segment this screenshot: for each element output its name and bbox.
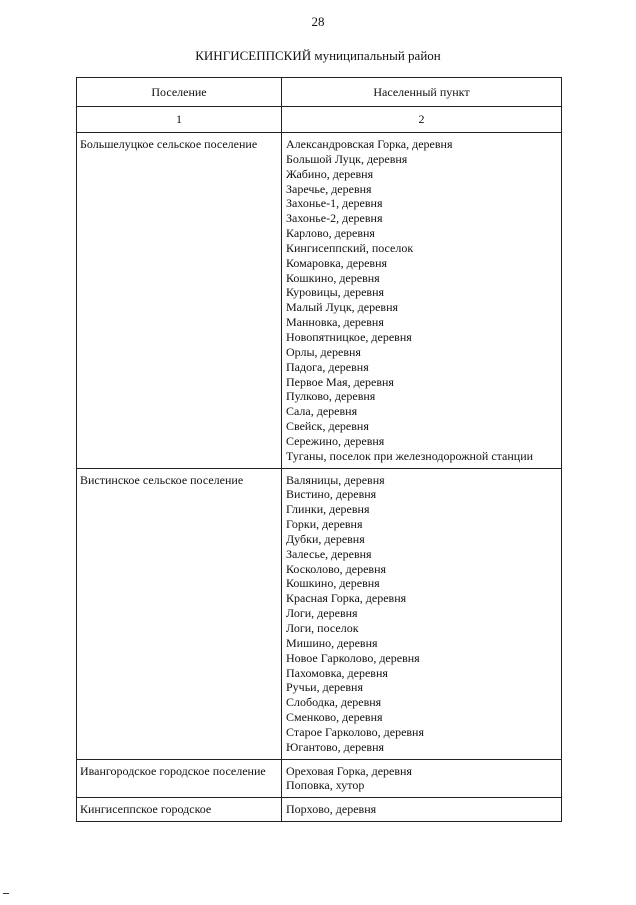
- locality-list: [282, 468, 562, 759]
- settlement-name: Кингисеппское городское: [77, 798, 282, 822]
- locality-item: Кошкино, деревня: [286, 576, 380, 591]
- locality-item: Логи, деревня: [286, 606, 358, 621]
- locality-item: Новопятницкое, деревня: [286, 329, 412, 344]
- header-locality: Населенный пункт: [282, 78, 562, 107]
- table-row: [77, 798, 562, 822]
- locality-item: Карлово, деревня: [286, 226, 375, 241]
- locality-item: Пулково, деревня: [286, 389, 376, 404]
- settlement-name: Ивангородское городское поселение: [77, 759, 282, 798]
- locality-item: Манновка, деревня: [286, 315, 384, 330]
- locality-item: Порхово, деревня: [286, 802, 377, 817]
- table-row: [77, 133, 562, 469]
- locality-item: Слободка, деревня: [286, 695, 382, 710]
- locality-item: Захонье-1, деревня: [286, 196, 383, 211]
- locality-item: Горки, деревня: [286, 517, 363, 532]
- locality-item: Красная Горка, деревня: [286, 591, 407, 606]
- locality-item: Валяницы, деревня: [286, 472, 385, 487]
- column-number-1: 1: [77, 107, 282, 133]
- document-title: КИНГИСЕППСКИЙ муниципальный район: [195, 48, 441, 63]
- locality-item: Старое Гарколово, деревня: [286, 724, 424, 739]
- locality-item: Кошкино, деревня: [286, 270, 380, 285]
- table-row: [77, 759, 562, 798]
- settlements-table: [76, 77, 562, 822]
- locality-list: [282, 133, 562, 469]
- locality-item: Косколово, деревня: [286, 561, 387, 576]
- locality-item: Поповка, хутор: [286, 778, 365, 793]
- locality-item: Захонье-2, деревня: [286, 211, 383, 226]
- locality-item: Первое Мая, деревня: [286, 374, 394, 389]
- locality-item: Югантово, деревня: [286, 739, 385, 754]
- table-row: [77, 468, 562, 759]
- locality-item: Кингисеппский, поселок: [286, 240, 414, 255]
- locality-item: Заречье, деревня: [286, 181, 372, 196]
- locality-item: Глинки, деревня: [286, 502, 370, 517]
- header-settlement: Поселение: [77, 78, 282, 107]
- locality-item: Александровская Горка, деревня: [286, 137, 453, 151]
- table-body: [77, 133, 562, 822]
- locality-item: Мишино, деревня: [286, 635, 378, 650]
- locality-item: Сменково, деревня: [286, 710, 383, 725]
- locality-item: Дубки, деревня: [286, 531, 365, 546]
- table-header: [77, 78, 562, 133]
- locality-item: Комаровка, деревня: [286, 255, 388, 270]
- locality-item: Сережино, деревня: [286, 433, 385, 448]
- locality-list: [282, 759, 562, 798]
- page-number: 28: [311, 14, 325, 29]
- locality-item: Логи, поселок: [286, 621, 359, 635]
- margin-mark: [3, 893, 9, 894]
- column-number-2: 2: [282, 107, 562, 133]
- locality-item: Новое Гарколово, деревня: [286, 650, 420, 665]
- locality-item: Ореховая Горка, деревня: [286, 763, 412, 778]
- column-number-row: [77, 107, 562, 133]
- locality-item: Орлы, деревня: [286, 344, 361, 359]
- locality-item: Туганы, поселок при железнодорожной станции: [286, 448, 534, 463]
- locality-item: Падога, деревня: [286, 359, 369, 374]
- locality-item: Свейск, деревня: [286, 419, 369, 434]
- locality-item: Жабино, деревня: [286, 166, 374, 181]
- locality-item: Сала, деревня: [286, 404, 358, 419]
- locality-item: Малый Луцк, деревня: [286, 300, 399, 315]
- locality-item: Ручьи, деревня: [286, 680, 363, 695]
- settlement-name: Большелуцкое сельское поселение: [77, 133, 282, 469]
- settlement-name: Вистинское сельское поселение: [77, 468, 282, 759]
- locality-item: Вистино, деревня: [286, 487, 377, 502]
- locality-item: Большой Луцк, деревня: [286, 151, 408, 166]
- locality-item: Пахомовка, деревня: [286, 665, 388, 680]
- header-row: [77, 78, 562, 107]
- locality-list: [282, 798, 562, 822]
- locality-item: Залесье, деревня: [286, 546, 372, 561]
- locality-item: Куровицы, деревня: [286, 285, 385, 300]
